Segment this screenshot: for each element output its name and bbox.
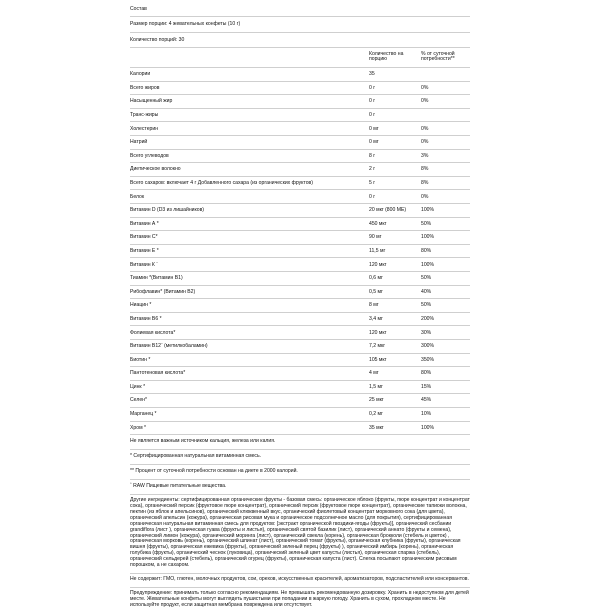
footnote: ˆ RAW Пищевые питательные вещества.	[130, 479, 470, 494]
amount-per-serving: 20 мкг (800 МЕ)	[369, 207, 407, 214]
amount-per-serving: 90 мг	[369, 234, 382, 241]
daily-value-percent: 10%	[421, 411, 432, 418]
facts-table	[130, 67, 470, 434]
servings-per-container: Количество порций: 30	[130, 32, 470, 47]
table-row	[130, 162, 470, 176]
amount-per-serving: 4 мг	[369, 370, 379, 377]
daily-value-percent: 0%	[421, 98, 429, 105]
table-row	[130, 149, 470, 163]
amount-per-serving: 0 г	[369, 193, 376, 200]
nutrient-name: Марганец *	[130, 411, 157, 418]
nutrient-name: Рибофлавин* (Витамин В2)	[130, 288, 196, 295]
nutrient-name: Витамин В12ˆ (метилкобаламин)	[130, 343, 208, 350]
table-row	[130, 230, 470, 244]
table-row	[130, 407, 470, 421]
nutrient-name: Биотин *	[130, 356, 151, 363]
table-row	[130, 203, 470, 217]
nutrient-name: Белок	[130, 193, 145, 200]
table-row	[130, 81, 470, 95]
nutrient-name: Фолиевая кислота*	[130, 329, 176, 336]
amount-per-serving: 0 г	[369, 98, 376, 105]
daily-value-percent: 80%	[421, 370, 432, 377]
table-row	[130, 298, 470, 312]
amount-per-serving: 25 мкг	[369, 397, 384, 404]
nutrient-name: Холестерин	[130, 125, 159, 132]
warning-statement: Предупреждение: принимать только согласно рекомендациям. Не превышать рекомендованную дозировку. Хранить в недоступном для детей месте. Жевательные конфеты могут выглядеть пушистыми при попадании в жаркую погоду. Хранить в сухом, прохладном месте. Не используйте продукт, если защитная мембрана повреждена или отсутствует.	[130, 587, 470, 613]
amount-per-serving: 8 г	[369, 152, 376, 159]
daily-value-percent: 80%	[421, 247, 432, 254]
table-row	[130, 325, 470, 339]
daily-value-percent: 200%	[421, 315, 435, 322]
daily-value-percent: 0%	[421, 84, 429, 91]
daily-value-percent: 0%	[421, 193, 429, 200]
amount-per-serving: 0,5 мг	[369, 288, 383, 295]
daily-value-percent: 100%	[421, 207, 435, 214]
daily-value-percent: 100%	[421, 261, 435, 268]
nutrient-name: Пантотеновая кислота*	[130, 370, 186, 377]
nutrient-name: Диетическое волокно	[130, 166, 181, 173]
daily-value-percent: 40%	[421, 288, 432, 295]
nutrient-name: Всего жиров	[130, 84, 160, 91]
amount-per-serving: 0,6 мг	[369, 275, 383, 282]
table-row	[130, 339, 470, 353]
nutrient-name: Витамин С*	[130, 234, 158, 241]
daily-value-percent: 300%	[421, 343, 435, 350]
daily-value-percent: 50%	[421, 220, 432, 227]
table-row	[130, 393, 470, 407]
column-header-amount: Количество на порцию	[369, 50, 404, 63]
daily-value-percent: 0%	[421, 139, 429, 146]
nutrient-name: Хром *	[130, 424, 146, 431]
table-row	[130, 312, 470, 326]
table-row	[130, 217, 470, 231]
amount-per-serving: 0 г	[369, 84, 376, 91]
amount-per-serving: 105 мкг	[369, 356, 387, 363]
nutrient-name: Ниацин *	[130, 302, 152, 309]
table-row	[130, 380, 470, 394]
daily-value-percent: 45%	[421, 397, 432, 404]
nutrient-name: Транс-жиры	[130, 112, 159, 118]
daily-value-percent: 3%	[421, 152, 429, 159]
table-row	[130, 271, 470, 285]
amount-per-serving: 7,2 мкг	[369, 343, 386, 350]
table-row	[130, 285, 470, 299]
nutrient-name: Витамин А *	[130, 220, 159, 227]
amount-per-serving: 0,2 мг	[369, 411, 383, 418]
amount-per-serving: 11,5 мг	[369, 247, 386, 254]
amount-per-serving: 8 мг	[369, 302, 379, 309]
table-row	[130, 108, 470, 122]
free-from-statement: Не содержит: ГМО, глютен, молочных продуктов, сои, орехов, искусственных красителей, ароматизаторов, подсластителей или консервантов.	[130, 573, 470, 587]
daily-value-percent: 50%	[421, 275, 432, 282]
amount-per-serving: 120 мкг	[369, 329, 387, 336]
nutrient-name: Тиамин *(Витамин В1)	[130, 275, 183, 282]
amount-per-serving: 35	[369, 71, 375, 78]
table-row	[130, 366, 470, 380]
daily-value-percent: 15%	[421, 383, 432, 390]
daily-value-percent: 100%	[421, 424, 435, 431]
table-row	[130, 421, 470, 435]
nutrient-name: Всего углеводов	[130, 152, 169, 159]
table-header	[130, 47, 470, 67]
daily-value-percent: 100%	[421, 234, 435, 241]
table-row	[130, 67, 470, 81]
other-ingredients: Другие ингредиенты: сертифицированная органические фрукты - базовая смесь: органическое яблоко (фрукты, пюре концентрат и концентрат сока), органический персик (фруктовое пюре концентрат), органический персик (фруктовое пюре концентрат), органические тапиоки волокна, пектин (из яблок и апельсинов), органический клюквенный вкус, органический фиолетовый концентрат морковного сока (для цвета), органический апельсин (кожура), органическая рисовая мука и органическое подсолнечное масло (для покрытия), сертифицированная органическая натуральная витаминная смесь для продуктов: [экстракт органической гвоздики-ягоды (фрукты)], органический сесбании grandiflora (лист ), органическая гуава (фрукты и листья), органический святой базилик (лист), органический аннато (фрукты и семена), органический лимон (кожура), органический моринга (лист), органический свекла (корень), органическая брокколи (стебель и цветок) , органическая морковь (корень), органический шпинат (лист), органический томат (фрукты), органическая клубника (фрукты), органическая вишня (фрукты), органическая ежевика (фрукты), органический зеленый перец (фрукты) ), органический имбирь (корень), органическая голубика (фрукты), органический чеснок (луковица), органический зеленый цвет капусты (листья), органическая спаржа (стебель), органический сельдерей (стебель), органический огурец (фрукты), органическая капуста (лист). Слегка посыпают органическим рисовым порошком, а не сахаром.	[130, 494, 470, 573]
nutrient-name: Витамин К ˆ	[130, 261, 159, 268]
table-row	[130, 176, 470, 190]
nutrient-name: Насыщенный жир	[130, 98, 173, 105]
daily-value-percent: 8%	[421, 166, 429, 173]
table-row	[130, 189, 470, 203]
header-spacer	[130, 52, 369, 63]
footnote: * Сертифицированная натуральная витаминная смесь.	[130, 449, 470, 464]
nutrient-name: Всего сахаров: включает 4 г Добавленного сахара (из органических фруктов)	[130, 179, 313, 186]
amount-per-serving: 35 мкг	[369, 424, 384, 431]
table-row	[130, 353, 470, 367]
serving-size: Размер порции: 4 жевательных конфеты (10 г)	[130, 16, 470, 31]
footnotes	[130, 434, 470, 494]
footnote: Не является важным источником кальция, железа или калия.	[130, 434, 470, 449]
table-row	[130, 121, 470, 135]
daily-value-percent: 30%	[421, 329, 432, 336]
nutrient-name: Витамин Е *	[130, 247, 159, 254]
amount-per-serving: 5 г	[369, 179, 376, 186]
table-row	[130, 135, 470, 149]
column-header-daily-value: % от суточной потребности**	[421, 50, 455, 63]
amount-per-serving: 450 мкг	[369, 220, 387, 227]
nutrient-name: Калории	[130, 71, 151, 78]
amount-per-serving: 0 мг	[369, 125, 379, 132]
section-title: Состав	[130, 6, 147, 12]
nutrient-name: Цинк *	[130, 383, 146, 390]
nutrient-name: Витамин D (D3 из лишайников)	[130, 207, 205, 214]
amount-per-serving: 2 г	[369, 166, 376, 173]
daily-value-percent: 8%	[421, 179, 429, 186]
daily-value-percent: 0%	[421, 125, 429, 132]
nutrient-name: Селен*	[130, 397, 147, 404]
amount-per-serving: 120 мкг	[369, 261, 387, 268]
amount-per-serving: 0 мг	[369, 139, 379, 146]
table-row	[130, 94, 470, 108]
nutrient-name: Натрий	[130, 139, 148, 146]
amount-per-serving: 3,4 мг	[369, 315, 383, 322]
table-row	[130, 244, 470, 258]
footnote: ** Процент от суточной потребности основан на диете в 2000 калорий.	[130, 464, 470, 479]
nutrient-name: Витамин В6 *	[130, 315, 162, 322]
daily-value-percent: 350%	[421, 356, 435, 363]
table-row	[130, 257, 470, 271]
amount-per-serving: 1,5 мг	[369, 383, 383, 390]
daily-value-percent: 50%	[421, 302, 432, 309]
amount-per-serving: 0 г	[369, 112, 376, 118]
